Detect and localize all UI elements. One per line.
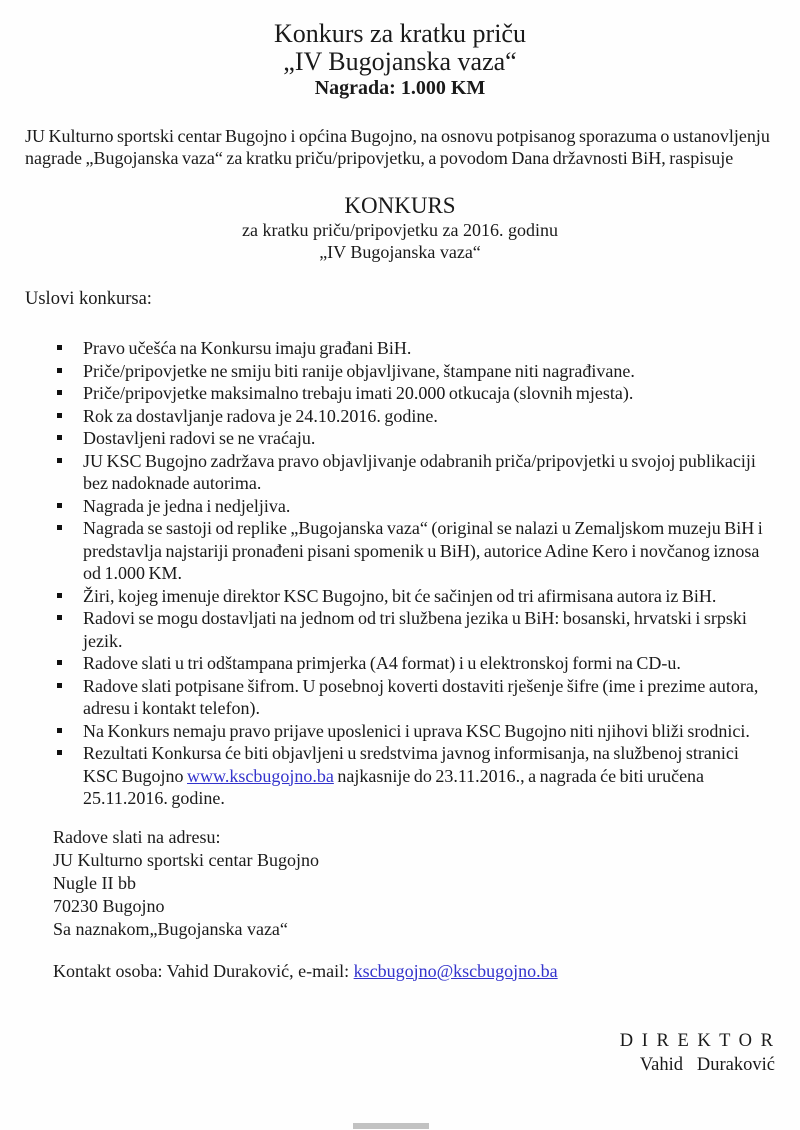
condition-item: [83, 517, 772, 585]
intro-paragraph: JU Kulturno sportski centar Bugojno i općina Bugojno, na osnovu potpisanog sporazuma o ustanovljenju nagrade „Bugojanska vaza“ za kratku priču/pripovjetku, a povodom Dana državnosti BiH, raspisuje: [25, 126, 770, 168]
condition-text: Rok za dostavljanje radova je 24.10.2016. godine.: [83, 405, 438, 426]
email-link[interactable]: kscbugojno@kscbugojno.ba: [353, 960, 558, 981]
doc-title-line1: Konkurs za kratku priču: [274, 19, 526, 48]
condition-item: [83, 405, 772, 428]
condition-item: [83, 607, 772, 652]
doc-title-line2: „IV Bugojanska vaza“: [283, 47, 517, 76]
address-line: Nugle II bb: [53, 872, 136, 893]
condition-text: Pravo učešća na Konkursu imaju građani BiH.: [83, 338, 412, 358]
condition-text: Rezultati Konkursa će biti objavljeni u sredstvima javnog informisanja, na službenoj stranici KSC Bugojno: [83, 743, 739, 786]
signature-name: Vahid Duraković: [639, 1054, 775, 1075]
condition-text: Nagrada se sastoji od replike „Bugojanska vaza“ (original se nalazi u Zemaljskom muzeju BiH i predstavlja najstariji pronađeni pisani spomenik u BiH), autorice Adine Kero i novčanog iznosa od 1.000 KM.: [83, 518, 763, 583]
condition-item: [83, 742, 772, 810]
contact-text: Kontakt osoba: Vahid Duraković, e-mail:: [53, 960, 354, 981]
condition-text: najkasnije do 23.11.2016., a nagrada će biti uručena 25.11.2016. godine.: [83, 765, 705, 808]
signature-role: D I R E K T O R: [619, 1030, 775, 1051]
konkurs-subtitle1: za kratku priču/pripovjetku za 2016. godinu: [242, 220, 558, 240]
address-line: JU Kulturno sportski centar Bugojno: [53, 849, 319, 870]
konkurs-heading: KONKURS: [344, 193, 456, 218]
address-block: [53, 826, 800, 941]
conditions-label: Uslovi konkursa:: [25, 289, 152, 309]
condition-text: Žiri, kojeg imenuje direktor KSC Bugojno, bit će sačinjen od tri afirmisana autora iz BiH.: [83, 585, 717, 606]
condition-item: [83, 720, 772, 743]
condition-item: [83, 585, 772, 608]
condition-text: Priče/pripovjetke ne smiju biti ranije objavljivane, štampane niti nagrađivane.: [83, 360, 635, 381]
address-line: Radove slati na adresu:: [53, 826, 221, 847]
condition-item: [83, 427, 772, 450]
contact-line: [53, 960, 800, 983]
condition-item: [83, 337, 772, 360]
condition-item: [83, 675, 772, 720]
condition-text: Radovi se mogu dostavljati na jednom od tri službena jezika u BiH: bosanski, hrvatski i srpski jezik.: [83, 608, 747, 651]
website-link[interactable]: www.kscbugojno.ba: [187, 765, 334, 786]
condition-text: Radove slati potpisane šifrom. U posebnoj koverti dostaviti rješenje šifre (ime i prezime autora, adresu i kontakt telefon).: [83, 675, 759, 718]
address-line: 70230 Bugojno: [53, 895, 165, 916]
condition-item: [83, 360, 772, 383]
prize-line: Nagrada: 1.000 KM: [314, 77, 486, 99]
condition-item: [83, 450, 772, 495]
condition-item: [83, 652, 772, 675]
konkurs-subtitle2: „IV Bugojanska vaza“: [319, 242, 481, 262]
condition-text: Nagrada je jedna i nedjeljiva.: [83, 495, 291, 516]
document-header: [0, 0, 800, 100]
condition-item: [83, 495, 772, 518]
konkurs-heading-block: [0, 193, 800, 263]
condition-text: Dostavljeni radovi se ne vraćaju.: [83, 428, 316, 448]
condition-text: Priče/pripovjetke maksimalno trebaju imati 20.000 otkucaja (slovnih mjesta).: [83, 383, 634, 403]
condition-text: Radove slati u tri odštampana primjerka (A4 format) i u elektronskoj formi na CD-u.: [83, 653, 681, 673]
condition-text: Na Konkurs nemaju pravo prijave uposlenici i uprava KSC Bugojno niti njihovi bliži srodnici.: [83, 720, 750, 741]
address-line: Sa naznakom„Bugojanska vaza“: [53, 918, 288, 939]
bottom-bar-artifact: [353, 1123, 429, 1129]
signature-block: [0, 1029, 775, 1077]
condition-text: JU KSC Bugojno zadržava pravo objavljivanje odabranih priča/pripovjetki u svojoj publikaciji bez nadoknade autorima.: [83, 450, 756, 493]
conditions-list: [0, 337, 800, 810]
condition-item: [83, 382, 772, 405]
